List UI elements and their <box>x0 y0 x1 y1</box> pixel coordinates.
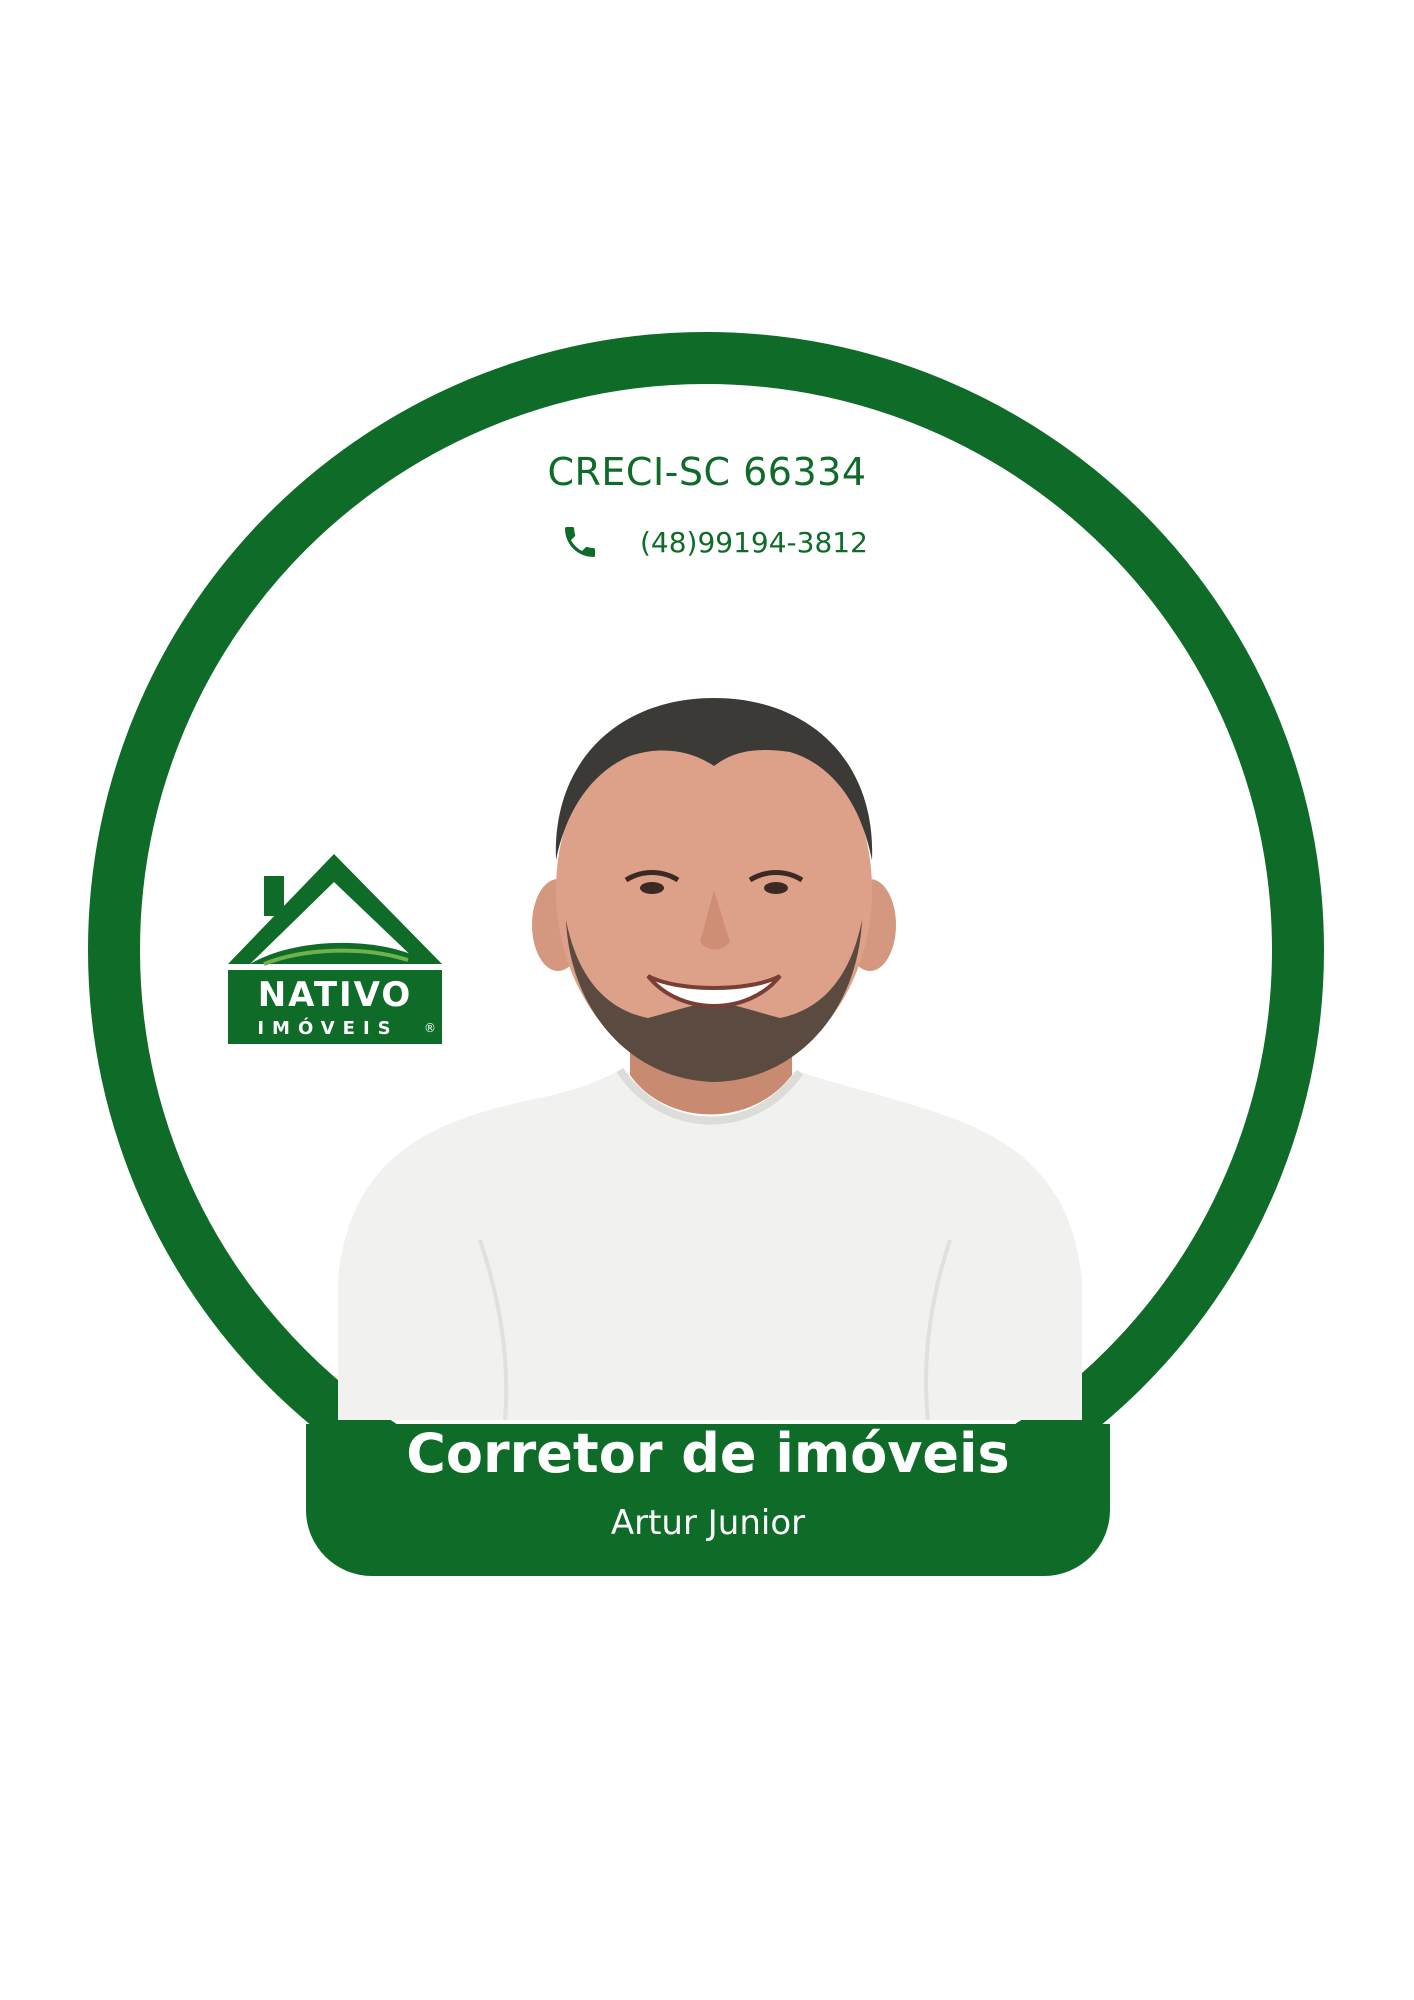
phone-contact[interactable] <box>560 520 868 564</box>
broker-name: Artur Junior <box>610 1503 806 1543</box>
logo-registered-mark: ® <box>424 1021 436 1035</box>
banner-title: Corretor de imóveis <box>406 1422 1010 1485</box>
nativo-imoveis-logo <box>224 852 446 1048</box>
logo-brand-line1: NATIVO <box>257 975 413 1015</box>
creci-registration: CRECI-SC 66334 <box>547 450 867 494</box>
broker-portrait <box>330 680 1090 1420</box>
logo-brand-line2: IMÓVEIS <box>257 1018 399 1039</box>
phone-number[interactable]: (48)99194-3812 <box>640 525 868 559</box>
phone-icon <box>560 522 600 562</box>
